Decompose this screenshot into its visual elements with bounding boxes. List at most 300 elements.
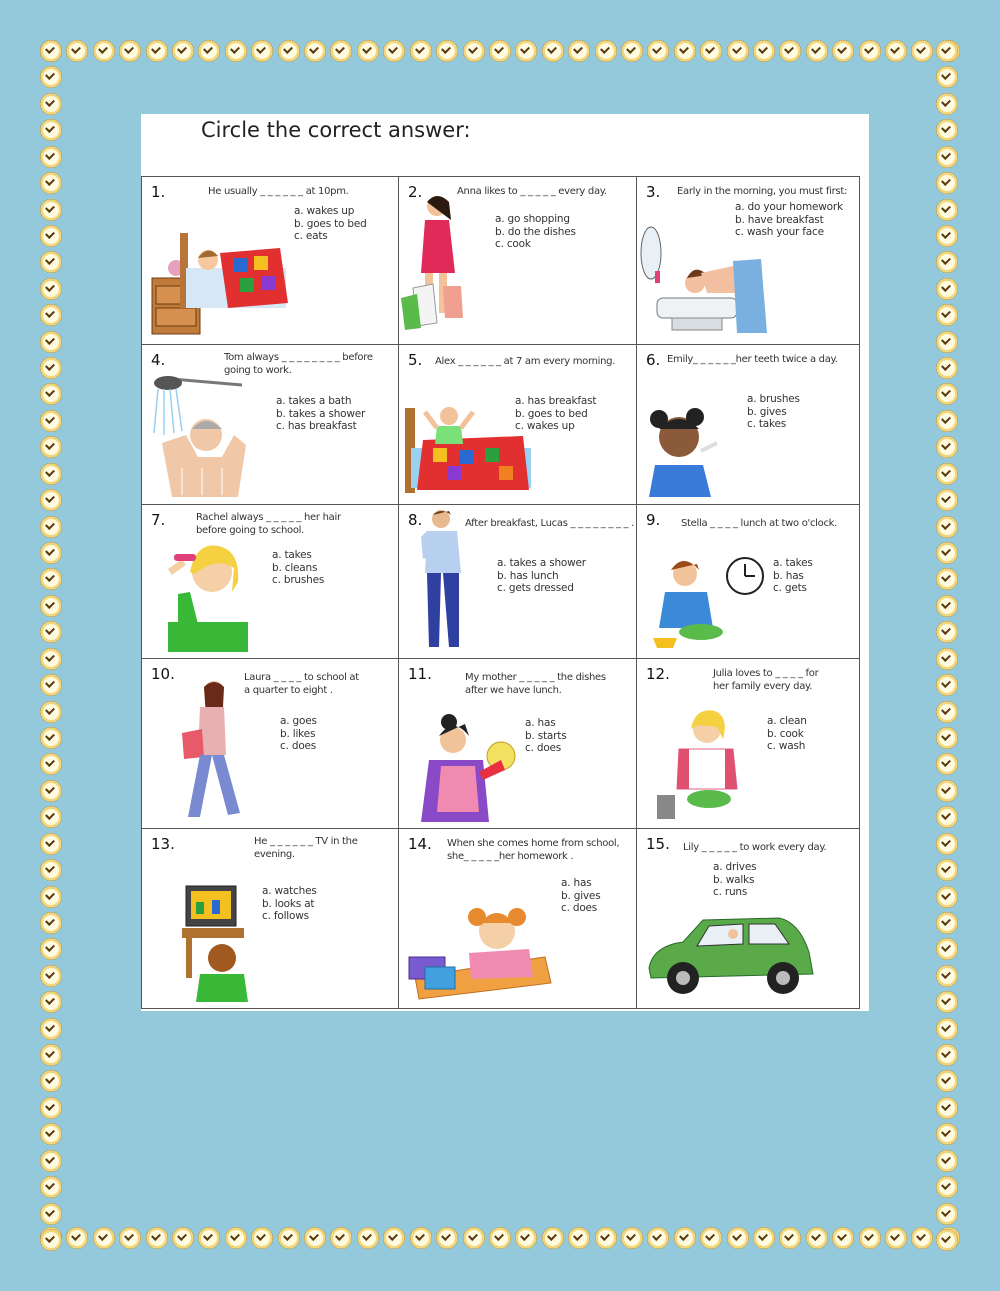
question-line: Anna likes to _ _ _ _ _ every day. (457, 186, 607, 197)
clock-icon (40, 753, 62, 775)
question-line: He _ _ _ _ _ _ TV in the (254, 836, 358, 847)
clock-icon (40, 1229, 62, 1251)
question-line: going to work. (224, 365, 292, 376)
question-number: 3. (646, 183, 661, 201)
clock-icon (885, 1227, 907, 1249)
clock-icon (278, 40, 300, 62)
question-cell (637, 659, 860, 829)
clock-icon (936, 93, 958, 115)
answer-option[interactable]: a. takes a bath (276, 395, 352, 407)
clock-icon (40, 621, 62, 643)
clock-icon (304, 40, 326, 62)
clock-icon (568, 1227, 590, 1249)
clock-icon (700, 40, 722, 62)
clock-icon (779, 40, 801, 62)
question-number: 2. (408, 183, 423, 201)
clock-icon (40, 806, 62, 828)
clock-icon (40, 489, 62, 511)
answer-option[interactable]: c. cook (495, 238, 531, 250)
clock-icon (936, 1070, 958, 1092)
clock-icon (621, 40, 643, 62)
question-illustration (655, 707, 750, 822)
answer-option[interactable]: a. takes a shower (497, 557, 586, 569)
clock-icon (936, 278, 958, 300)
answer-option[interactable]: a. takes (272, 549, 312, 561)
clock-icon (936, 1018, 958, 1040)
answer-option[interactable]: b. has (773, 569, 804, 582)
clock-icon (40, 727, 62, 749)
clock-icon (936, 66, 958, 88)
clock-icon (40, 859, 62, 881)
clock-icon (568, 40, 590, 62)
question-line: evening. (254, 849, 295, 860)
question-illustration (150, 208, 290, 338)
clock-icon (936, 886, 958, 908)
clock-icon (40, 331, 62, 353)
worksheet (141, 114, 869, 1011)
question-illustration (413, 712, 523, 822)
clock-icon (936, 674, 958, 696)
clock-icon (936, 780, 958, 802)
clock-icon (40, 436, 62, 458)
clock-icon (40, 516, 62, 538)
clock-icon (93, 40, 115, 62)
clock-icon (700, 1227, 722, 1249)
clock-icon (859, 40, 881, 62)
clock-icon (278, 1227, 300, 1249)
clock-icon (859, 1227, 881, 1249)
question-illustration (182, 882, 252, 1002)
question-cell (399, 659, 637, 829)
clock-icon (936, 357, 958, 379)
clock-icon (936, 146, 958, 168)
question-number: 1. (151, 183, 166, 201)
question-text (208, 185, 349, 198)
question-number: 10. (151, 665, 175, 683)
clock-icon (936, 331, 958, 353)
question-cell (142, 177, 399, 345)
clock-icon (172, 40, 194, 62)
question-line: My mother _ _ _ _ _ the dishes (465, 672, 606, 683)
clock-icon (463, 40, 485, 62)
clock-icon (936, 1044, 958, 1066)
answer-options (495, 213, 576, 251)
clock-icon (936, 1097, 958, 1119)
clock-icon (198, 1227, 220, 1249)
clock-icon (779, 1227, 801, 1249)
question-number: 15. (646, 835, 670, 853)
clock-icon (198, 40, 220, 62)
clock-icon (936, 199, 958, 221)
question-text (457, 185, 607, 198)
clock-icon (489, 1227, 511, 1249)
clock-icon (515, 40, 537, 62)
clock-icon (806, 1227, 828, 1249)
clock-icon (595, 40, 617, 62)
clock-icon (40, 225, 62, 247)
question-cell (142, 829, 399, 1009)
answer-option[interactable]: a. clean (767, 715, 807, 727)
clock-icon (647, 40, 669, 62)
question-line: after we have lunch. (465, 685, 562, 696)
question-illustration (647, 552, 777, 652)
question-number: 12. (646, 665, 670, 683)
clock-icon (304, 1227, 326, 1249)
answer-option[interactable]: b. cleans (272, 561, 318, 574)
answer-option[interactable]: b. starts (525, 729, 567, 742)
clock-icon (936, 1229, 958, 1251)
question-text (465, 671, 606, 697)
answer-option[interactable]: c. takes (747, 418, 787, 430)
answer-option[interactable]: c. brushes (272, 574, 325, 586)
question-cell (637, 505, 860, 659)
clock-icon (330, 40, 352, 62)
clock-icon (40, 146, 62, 168)
clock-icon (936, 727, 958, 749)
question-cell (399, 505, 637, 659)
clock-icon (936, 436, 958, 458)
clock-icon (936, 410, 958, 432)
answer-option[interactable]: a. takes (773, 557, 813, 569)
question-cell (142, 659, 399, 829)
question-cell (142, 505, 399, 659)
clock-icon (40, 1203, 62, 1225)
question-cell (399, 177, 637, 345)
clock-icon (727, 40, 749, 62)
question-number: 4. (151, 351, 166, 369)
question-text (681, 517, 837, 530)
answer-option[interactable]: a. drives (713, 861, 757, 873)
question-text (677, 185, 847, 198)
clock-icon (40, 1097, 62, 1119)
clock-icon (40, 674, 62, 696)
clock-border-left (40, 40, 64, 1251)
clock-icon (40, 568, 62, 590)
question-text (667, 353, 838, 366)
question-grid (141, 176, 860, 1009)
answer-option[interactable]: b. do the dishes (495, 225, 576, 238)
question-line: Early in the morning, you must first: (677, 186, 848, 197)
clock-icon (330, 1227, 352, 1249)
question-line: Rachel always _ _ _ _ _ her hair (196, 512, 341, 523)
clock-icon (936, 463, 958, 485)
clock-icon (936, 568, 958, 590)
clock-icon (119, 1227, 141, 1249)
question-illustration (148, 532, 258, 652)
clock-icon (489, 40, 511, 62)
clock-icon (936, 1203, 958, 1225)
clock-icon (40, 701, 62, 723)
question-line: Alex _ _ _ _ _ _ at 7 am every morning. (435, 356, 616, 367)
question-number: 9. (646, 511, 661, 529)
clock-icon (93, 1227, 115, 1249)
clock-icon (936, 489, 958, 511)
worksheet-title: Circle the correct answer: (201, 118, 471, 142)
question-cell (637, 345, 860, 505)
answer-options (767, 715, 807, 753)
clock-icon (542, 40, 564, 62)
clock-icon (936, 225, 958, 247)
question-line: Stella _ _ _ _ lunch at two o'clock. (681, 518, 838, 529)
question-line: After breakfast, Lucas _ _ _ _ _ _ _ _ . (465, 518, 634, 529)
clock-icon (172, 1227, 194, 1249)
clock-icon (727, 1227, 749, 1249)
clock-icon (936, 119, 958, 141)
clock-icon (40, 965, 62, 987)
clock-icon (936, 40, 958, 62)
clock-icon (806, 40, 828, 62)
clock-icon (225, 1227, 247, 1249)
clock-icon (936, 172, 958, 194)
clock-icon (40, 119, 62, 141)
clock-icon (40, 304, 62, 326)
answer-option[interactable]: a. goes (280, 715, 317, 727)
clock-icon (936, 383, 958, 405)
answer-option[interactable]: b. gives (561, 889, 601, 902)
clock-icon (595, 1227, 617, 1249)
clock-border-right (936, 40, 960, 1251)
clock-icon (357, 1227, 379, 1249)
clock-icon (40, 66, 62, 88)
answer-option[interactable]: b. likes (280, 727, 316, 740)
question-number: 11. (408, 665, 432, 683)
clock-icon (936, 991, 958, 1013)
clock-icon (936, 859, 958, 881)
answer-options (262, 885, 317, 923)
clock-icon (383, 40, 405, 62)
clock-icon (936, 938, 958, 960)
question-line: Laura _ _ _ _ to school at (244, 672, 359, 683)
question-line: Tom always _ _ _ _ _ _ _ _ before (224, 352, 373, 363)
clock-icon (40, 938, 62, 960)
answer-option[interactable]: b. takes a shower (276, 407, 366, 420)
answer-option[interactable]: b. goes to bed (294, 217, 367, 230)
answer-option[interactable]: c. wash your face (735, 226, 824, 238)
clock-icon (40, 410, 62, 432)
clock-icon (647, 1227, 669, 1249)
clock-icon (40, 833, 62, 855)
clock-icon (66, 40, 88, 62)
clock-icon (515, 1227, 537, 1249)
clock-icon (674, 40, 696, 62)
answer-option[interactable]: b. gives (747, 405, 787, 418)
clock-icon (40, 1123, 62, 1145)
answer-options (272, 549, 324, 587)
clock-icon (936, 1176, 958, 1198)
answer-option[interactable]: a. wakes up (294, 205, 355, 217)
answer-option[interactable]: b. have breakfast (735, 213, 824, 226)
answer-option[interactable]: a. brushes (747, 393, 800, 405)
question-illustration (166, 677, 246, 822)
clock-border-top (40, 40, 960, 64)
question-text (447, 837, 619, 863)
clock-icon (753, 40, 775, 62)
clock-icon (936, 595, 958, 617)
clock-icon (40, 199, 62, 221)
question-number: 5. (408, 351, 423, 369)
question-illustration (645, 403, 725, 498)
clock-icon (936, 516, 958, 538)
clock-icon (40, 40, 62, 62)
clock-icon (542, 1227, 564, 1249)
answer-options (713, 861, 756, 899)
clock-icon (251, 1227, 273, 1249)
clock-icon (40, 1044, 62, 1066)
clock-icon (40, 1176, 62, 1198)
answer-option[interactable]: b. has lunch (497, 569, 559, 582)
clock-icon (936, 1123, 958, 1145)
answer-option[interactable]: a. go shopping (495, 213, 570, 225)
answer-option[interactable]: a. do your homework (735, 201, 843, 213)
clock-icon (40, 1018, 62, 1040)
clock-icon (936, 1150, 958, 1172)
question-cell (142, 345, 399, 505)
answer-option[interactable]: b. looks at (262, 897, 315, 910)
answer-option[interactable]: c. eats (294, 230, 328, 242)
clock-icon (40, 595, 62, 617)
answer-option[interactable]: b. walks (713, 873, 755, 886)
clock-icon (357, 40, 379, 62)
answer-option[interactable]: c. has breakfast (276, 420, 357, 432)
answer-options (280, 715, 317, 753)
clock-icon (66, 1227, 88, 1249)
answer-option[interactable]: a. has breakfast (515, 395, 597, 407)
clock-icon (936, 806, 958, 828)
answer-option[interactable]: c. gets (773, 582, 807, 594)
clock-icon (40, 172, 62, 194)
question-text (713, 667, 818, 693)
clock-icon (832, 40, 854, 62)
clock-icon (410, 1227, 432, 1249)
question-illustration (637, 223, 777, 338)
clock-icon (621, 1227, 643, 1249)
clock-icon (463, 1227, 485, 1249)
clock-icon (40, 1070, 62, 1092)
question-illustration (399, 188, 479, 338)
clock-icon (225, 40, 247, 62)
clock-icon (936, 621, 958, 643)
clock-icon (40, 542, 62, 564)
answer-option[interactable]: c. runs (713, 886, 748, 898)
clock-icon (410, 40, 432, 62)
answer-option[interactable]: b. cook (767, 727, 804, 740)
question-cell (637, 829, 860, 1009)
clock-icon (674, 1227, 696, 1249)
clock-icon (40, 1150, 62, 1172)
clock-icon (40, 357, 62, 379)
question-illustration (403, 398, 533, 498)
clock-icon (40, 251, 62, 273)
clock-icon (40, 648, 62, 670)
clock-border-bottom (40, 1227, 960, 1251)
clock-icon (436, 40, 458, 62)
clock-icon (40, 463, 62, 485)
answer-option[interactable]: c. follows (262, 910, 309, 922)
clock-icon (936, 251, 958, 273)
answer-option[interactable]: b. goes to bed (515, 407, 588, 420)
clock-icon (146, 1227, 168, 1249)
clock-icon (936, 701, 958, 723)
answer-option[interactable]: c. does (525, 742, 562, 754)
answer-option[interactable]: a. watches (262, 885, 317, 897)
answer-option[interactable]: c. gets dressed (497, 582, 574, 594)
question-text (465, 517, 634, 530)
question-number: 7. (151, 511, 166, 529)
question-text (254, 835, 358, 861)
question-cell (399, 345, 637, 505)
clock-icon (832, 1227, 854, 1249)
clock-icon (40, 780, 62, 802)
clock-icon (936, 833, 958, 855)
clock-icon (40, 912, 62, 934)
question-line: Emily_ _ _ _ _ _her teeth twice a day. (667, 354, 838, 365)
answer-options (525, 717, 566, 755)
question-text (244, 671, 359, 697)
question-text (435, 355, 615, 368)
question-cell (637, 177, 860, 345)
clock-icon (40, 383, 62, 405)
clock-icon (251, 40, 273, 62)
clock-icon (936, 304, 958, 326)
question-text (683, 841, 826, 854)
clock-icon (936, 965, 958, 987)
answer-options (497, 557, 586, 595)
question-cell (399, 829, 637, 1009)
answer-options (561, 877, 600, 915)
clock-icon (753, 1227, 775, 1249)
question-line: Julia loves to _ _ _ _ for (713, 668, 819, 679)
question-illustration (413, 507, 473, 652)
clock-icon (40, 991, 62, 1013)
question-line: a quarter to eight . (244, 685, 333, 696)
question-number: 6. (646, 351, 661, 369)
clock-icon (383, 1227, 405, 1249)
answer-option[interactable]: c. does (561, 902, 598, 914)
answer-option[interactable]: c. does (280, 740, 317, 752)
answer-options (773, 557, 813, 595)
answer-options (294, 205, 367, 243)
question-line: she_ _ _ _ _her homework . (447, 851, 574, 862)
clock-icon (885, 40, 907, 62)
clock-icon (911, 40, 933, 62)
question-illustration (142, 373, 252, 498)
question-illustration (643, 912, 818, 1002)
clock-icon (40, 93, 62, 115)
clock-icon (146, 40, 168, 62)
question-illustration (405, 887, 555, 1002)
clock-icon (436, 1227, 458, 1249)
answer-options (276, 395, 365, 433)
question-number: 14. (408, 835, 432, 853)
answer-option[interactable]: c. wakes up (515, 420, 575, 432)
clock-icon (40, 278, 62, 300)
clock-icon (40, 886, 62, 908)
answer-option[interactable]: a. has (525, 717, 556, 729)
clock-icon (936, 542, 958, 564)
clock-icon (936, 753, 958, 775)
clock-icon (911, 1227, 933, 1249)
answer-option[interactable]: a. has (561, 877, 592, 889)
question-line: When she comes home from school, (447, 838, 620, 849)
clock-icon (936, 648, 958, 670)
question-line: before going to school. (196, 525, 305, 536)
question-number: 13. (151, 835, 175, 853)
question-line: her family every day. (713, 681, 813, 692)
answer-option[interactable]: c. wash (767, 740, 806, 752)
question-number: 8. (408, 511, 423, 529)
clock-icon (119, 40, 141, 62)
question-line: He usually _ _ _ _ _ _ at 10pm. (208, 186, 349, 197)
